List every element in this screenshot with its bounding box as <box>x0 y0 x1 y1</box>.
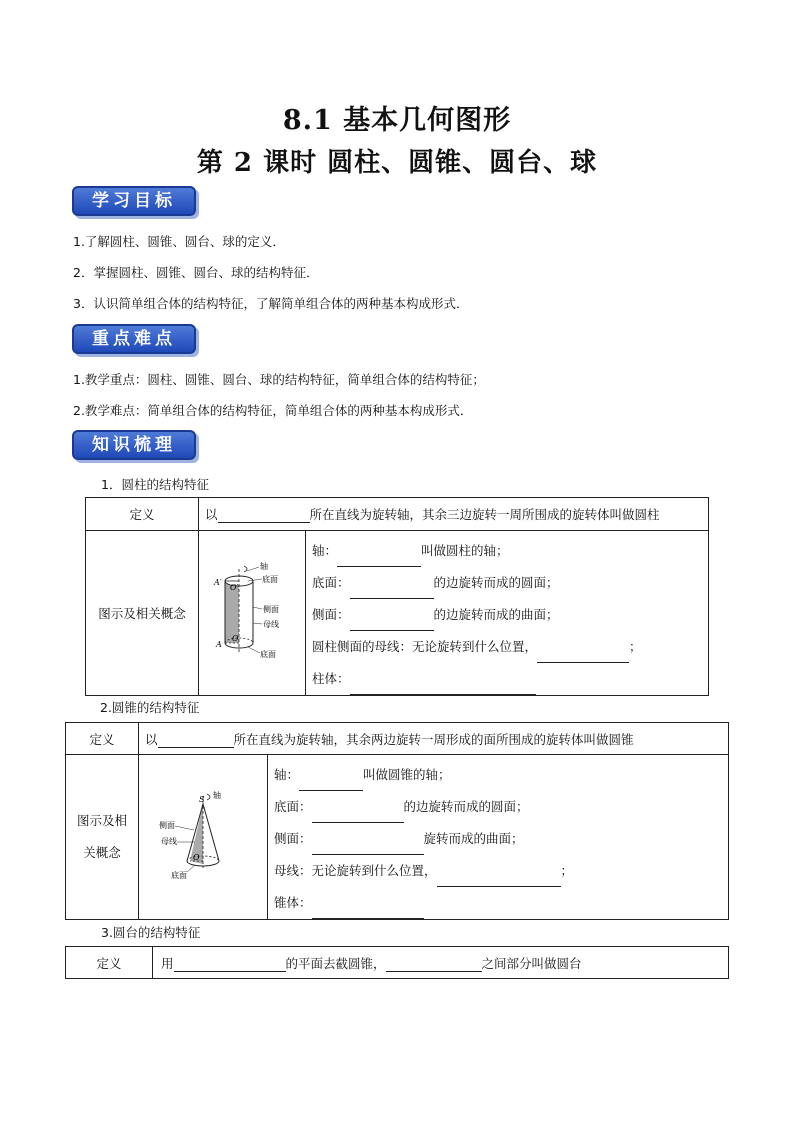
cylinder-definition: 以 所在直线为旋转轴，其余三边旋转一周所围成的旋转体叫做圆柱 <box>199 498 709 531</box>
svg-text:底面: 底面 <box>262 574 278 584</box>
frustum-def-label: 定义 <box>66 947 153 979</box>
svg-text:A′: A′ <box>214 577 222 587</box>
svg-text:O′: O′ <box>230 582 239 592</box>
frustum-table <box>65 946 729 979</box>
answer-blank[interactable] <box>299 776 363 791</box>
cone-figure <box>139 755 268 920</box>
cylinder-generatrix-line: 圆柱侧面的母线：无论旋转到什么位置， ； <box>306 631 708 663</box>
cylinder-base-line: 底面： 的边旋转而成的圆面； <box>306 567 708 599</box>
svg-text:底面: 底面 <box>260 649 276 659</box>
cylinder-table <box>85 497 709 696</box>
section-banner-goals <box>72 186 196 216</box>
page-title: 8.1 基本几何图形 <box>282 105 512 136</box>
cylinder-figure <box>199 531 306 696</box>
goal-item: 3．认识简单组合体的结构特征，了解简单组合体的两种基本构成形式． <box>73 296 469 311</box>
cone-base-line: 底面： 的边旋转而成的圆面； <box>268 791 728 823</box>
answer-blank[interactable] <box>312 808 404 823</box>
answer-blank[interactable] <box>312 840 424 855</box>
section-banner-label: 重点难点 <box>92 329 176 349</box>
cone-table <box>65 722 729 920</box>
cylinder-heading: 1．圆柱的结构特征 <box>101 477 209 492</box>
svg-text:侧面: 侧面 <box>159 820 175 830</box>
cone-figure-label: 图示及相 关概念 <box>66 755 139 920</box>
cylinder-def-label: 定义 <box>86 498 199 531</box>
key-point-item: 2.教学难点：简单组合体的结构特征，简单组合体的两种基本构成形式． <box>73 403 473 418</box>
cone-concepts <box>268 755 729 920</box>
svg-text:O: O <box>232 633 239 643</box>
answer-blank[interactable] <box>437 872 561 887</box>
section-banner-label: 知识梳理 <box>92 435 176 455</box>
goal-item: 2．掌握圆柱、圆锥、圆台、球的结构特征． <box>73 265 319 280</box>
svg-text:底面: 底面 <box>171 870 187 880</box>
cone-diagram <box>153 786 253 886</box>
svg-text:轴: 轴 <box>213 790 221 800</box>
answer-blank[interactable] <box>350 680 536 695</box>
cone-side-line: 侧面： 旋转而成的曲面； <box>268 823 728 855</box>
answer-blank[interactable] <box>312 904 424 919</box>
cylinder-diagram <box>202 557 302 667</box>
answer-blank[interactable] <box>337 552 421 567</box>
answer-blank[interactable] <box>537 648 629 663</box>
svg-text:S: S <box>199 794 205 804</box>
svg-text:母线: 母线 <box>161 836 177 846</box>
cone-body-line: 锥体： <box>268 887 728 919</box>
answer-blank[interactable] <box>158 733 234 748</box>
cylinder-body-line: 柱体： <box>306 663 708 695</box>
frustum-definition: 用 的平面去截圆锥， 之间部分叫做圆台 <box>153 947 729 979</box>
key-point-item: 1.教学重点：圆柱、圆锥、圆台、球的结构特征，简单组合体的结构特征； <box>73 372 485 387</box>
cylinder-concepts <box>306 531 709 696</box>
section-banner-key-points <box>72 324 196 354</box>
cone-axis-line: 轴： 叫做圆锥的轴； <box>268 759 728 791</box>
answer-blank[interactable] <box>386 957 482 972</box>
svg-text:母线: 母线 <box>263 619 279 629</box>
answer-blank[interactable] <box>350 584 434 599</box>
svg-text:侧面: 侧面 <box>263 604 279 614</box>
answer-blank[interactable] <box>218 508 310 523</box>
cylinder-label-axis: 轴 <box>260 561 268 571</box>
cone-definition: 以 所在直线为旋转轴，其余两边旋转一周形成的面所围成的旋转体叫做圆锥 <box>139 723 729 755</box>
cylinder-axis-line: 轴： 叫做圆柱的轴； <box>306 535 708 567</box>
page-subtitle: 第 2 课时 圆柱、圆锥、圆台、球 <box>196 148 598 178</box>
svg-text:O: O <box>193 852 200 862</box>
goal-item: 1.了解圆柱、圆锥、圆台、球的定义． <box>73 234 285 249</box>
section-banner-knowledge <box>72 430 196 460</box>
cone-def-label: 定义 <box>66 723 139 755</box>
cone-heading: 2.圆锥的结构特征 <box>100 700 200 715</box>
cone-generatrix-line: 母线：无论旋转到什么位置， ； <box>268 855 728 887</box>
cylinder-figure-label: 图示及相关概念 <box>86 531 199 696</box>
frustum-heading: 3.圆台的结构特征 <box>101 925 201 940</box>
answer-blank[interactable] <box>350 616 434 631</box>
cylinder-side-line: 侧面： 的边旋转而成的曲面； <box>306 599 708 631</box>
answer-blank[interactable] <box>174 957 286 972</box>
section-banner-label: 学习目标 <box>92 191 176 211</box>
svg-text:A: A <box>216 639 222 649</box>
